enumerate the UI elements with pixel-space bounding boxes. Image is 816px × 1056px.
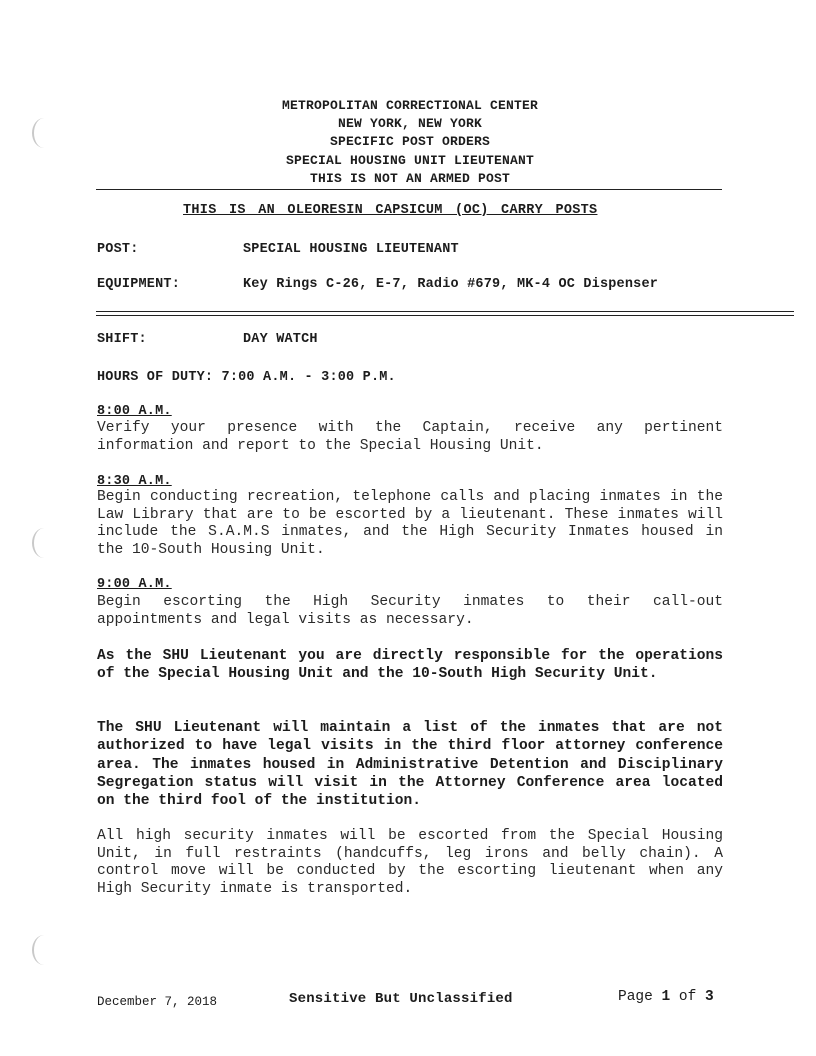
binder-hole-mark (32, 935, 56, 965)
post-label: POST: (97, 242, 139, 257)
hours-value: 7:00 A.M. - 3:00 P.M. (221, 370, 396, 385)
responsibility-paragraph: As the SHU Lieutenant you are directly responsible for the operations of the Special Housing Unit and the 10-South High Security Unit. (97, 648, 723, 683)
shift-row (97, 332, 318, 347)
footer-page-number (618, 989, 714, 1005)
header-doc-type: SPECIFIC POST ORDERS (329, 134, 491, 150)
shift-value: DAY WATCH (243, 332, 318, 347)
binder-hole-mark (32, 118, 56, 148)
binder-hole-mark (32, 528, 56, 558)
equipment-divider-top (96, 311, 794, 312)
page-total: 3 (705, 989, 714, 1005)
hours-label: HOURS OF DUTY: (97, 370, 214, 385)
footer-date: December 7, 2018 (97, 995, 218, 1009)
oc-carry-notice: THIS IS AN OLEORESIN CAPSICUM (OC) CARRY POSTS (183, 203, 598, 218)
page-of-word: of (678, 989, 697, 1005)
equipment-label: EQUIPMENT: (97, 277, 181, 292)
equipment-divider-bottom (96, 315, 794, 316)
footer-classification: Sensitive But Unclassified (289, 991, 513, 1007)
equipment-row (97, 277, 658, 292)
entry-text: Begin escorting the High Security inmates to their call-out appointments and legal visits as necessary. (97, 594, 723, 628)
legal-visits-paragraph: The SHU Lieutenant will maintain a list of the inmates that are not authorized to have legal visits in the third floor attorney conference area. The inmates housed in Administrative Detention and Disciplinary Segregation status will visit in the Attorney Conference area located on the third fool of the institution. (97, 720, 723, 810)
post-value: SPECIAL HOUSING LIEUTENANT (243, 242, 459, 257)
escort-paragraph: All high security inmates will be escorted from the Special Housing Unit, in full restraints (handcuffs, leg irons and belly chain). A control move will be conducted by the escorting lieutenant when any High Security inmate is transported. (97, 828, 723, 897)
entry-time: 8:30 A.M. (97, 474, 172, 489)
header-armed-status: THIS IS NOT AN ARMED POST (309, 170, 511, 186)
shift-label: SHIFT: (97, 332, 147, 347)
page-word: Page (618, 989, 653, 1005)
entry-time: 8:00 A.M. (97, 404, 172, 419)
hours-row (97, 370, 396, 385)
header-post-title: SPECIAL HOUSING UNIT LIEUTENANT (285, 152, 535, 168)
page-current: 1 (661, 989, 671, 1005)
entry-time: 9:00 A.M. (97, 577, 172, 592)
document-header (200, 97, 620, 188)
equipment-value: Key Rings C-26, E-7, Radio #679, MK-4 OC Dispenser (243, 277, 659, 292)
entry-text: Begin conducting recreation, telephone calls and placing inmates in the Law Library that are to be escorted by a lieutenant. These inmates will include the S.A.M.S inmates, and the High Security Inmates housed in the 10-South Housing Unit. (97, 489, 723, 558)
header-institution: METROPOLITAN CORRECTIONAL CENTER (281, 98, 539, 113)
post-row (97, 242, 459, 257)
entry-text: Verify your presence with the Captain, receive any pertinent information and report to the Special Housing Unit. (97, 420, 723, 454)
header-divider (96, 189, 722, 190)
header-location: NEW YORK, NEW YORK (337, 116, 483, 132)
